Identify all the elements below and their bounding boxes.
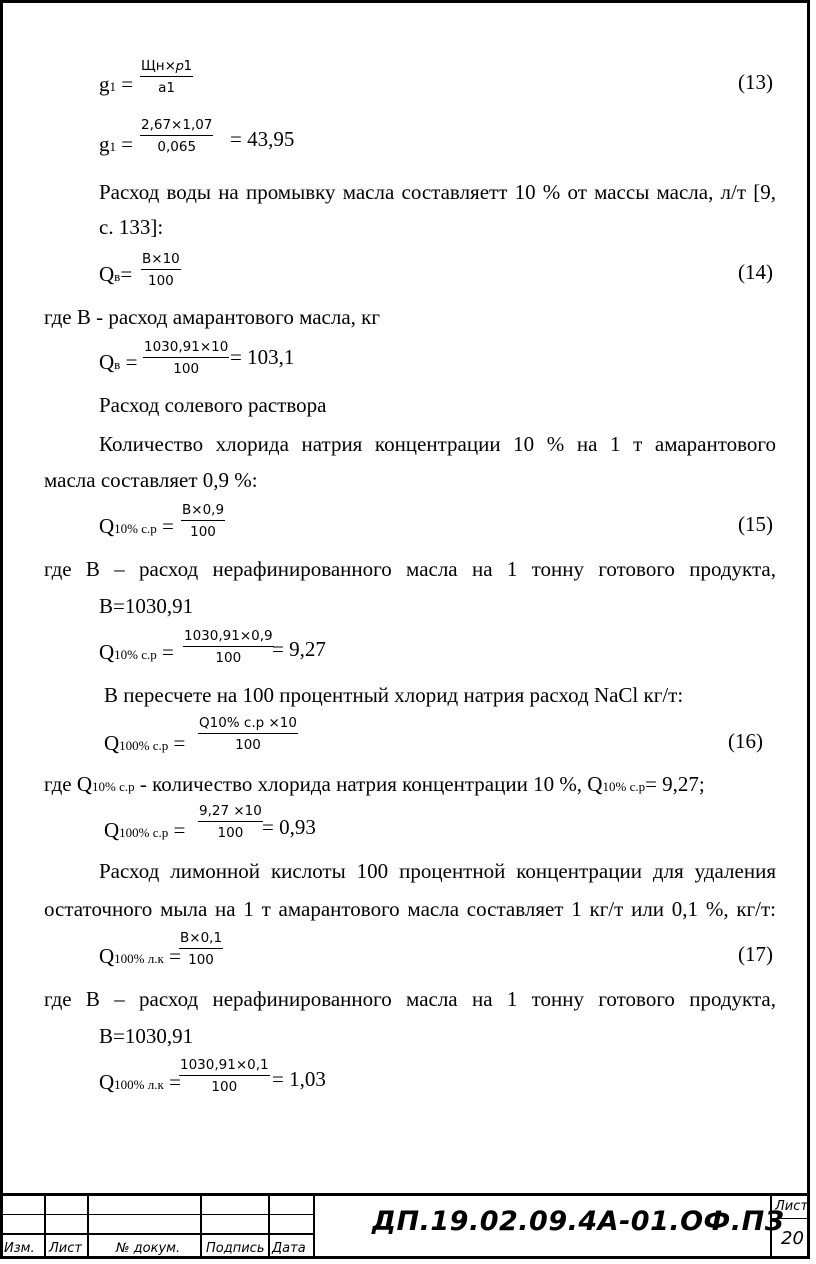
fraction-14-calc bbox=[143, 339, 229, 377]
var: Q bbox=[104, 731, 120, 755]
divider bbox=[44, 1196, 46, 1259]
subscript: 10% с.р bbox=[92, 779, 135, 794]
document-code: ДП.19.02.09.4А-01.ОФ.ПЗ bbox=[372, 1206, 785, 1237]
paragraph-salt: Количество хлорида натрия концентрации 10 % на 1 т амарантового bbox=[99, 432, 776, 456]
denominator: 100 bbox=[188, 952, 214, 968]
denominator: а1 bbox=[158, 80, 175, 96]
equals: = bbox=[121, 72, 134, 96]
formula-number-17: (17) bbox=[738, 942, 773, 966]
label-data: Дата bbox=[272, 1241, 306, 1256]
fraction-13 bbox=[140, 58, 193, 96]
label-izm: Изм. bbox=[4, 1241, 35, 1256]
divider bbox=[313, 1196, 315, 1259]
numerator: В×0,9 bbox=[181, 502, 225, 521]
var: Q bbox=[99, 1070, 115, 1094]
result: = 103,1 bbox=[230, 345, 295, 369]
denominator: 100 bbox=[190, 524, 216, 540]
divider bbox=[200, 1196, 202, 1259]
equals: = bbox=[163, 944, 181, 968]
formula-13-calc bbox=[99, 132, 133, 159]
formula-16-calc bbox=[104, 818, 185, 845]
divider bbox=[268, 1196, 270, 1259]
divider bbox=[0, 1233, 313, 1235]
fraction-15 bbox=[181, 502, 225, 540]
numerator: 1030,91×0,1 bbox=[179, 1057, 270, 1076]
result: = 0,93 bbox=[262, 815, 316, 839]
subscript: в bbox=[114, 357, 121, 372]
result: = 9,27 bbox=[272, 637, 326, 661]
var: Q bbox=[104, 818, 120, 842]
numerator: Щн×𝑝1 bbox=[140, 58, 193, 77]
denominator: 0,065 bbox=[157, 139, 197, 155]
label-sheet: Лист bbox=[775, 1199, 808, 1214]
denominator: 100 bbox=[147, 273, 174, 289]
numerator: Q10% с.р ×10 bbox=[198, 715, 298, 734]
formula-15 bbox=[99, 514, 174, 541]
label-ndoc: № докум. bbox=[116, 1241, 181, 1256]
denominator: 100 bbox=[217, 825, 244, 841]
denominator: 100 bbox=[235, 737, 261, 753]
paragraph-nacl: В пересчете на 100 процентный хлорид натрия расход NaCl кг/т: bbox=[104, 683, 684, 707]
subscript: 100% с.р bbox=[119, 738, 169, 753]
label-list: Лист bbox=[49, 1241, 82, 1256]
where-14: где В - расход амарантового масла, кг bbox=[44, 305, 380, 329]
formula-17-calc bbox=[99, 1070, 181, 1097]
equals: = bbox=[156, 514, 174, 538]
denominator: 100 bbox=[211, 1079, 238, 1095]
paragraph-water: Расход воды на промывку масла составляетт 10 % от массы масла, л/т [9, bbox=[99, 180, 776, 204]
label-podp: Подпись bbox=[206, 1241, 265, 1256]
formula-17 bbox=[99, 944, 181, 971]
denominator: 100 bbox=[215, 650, 242, 666]
subscript: 1 bbox=[109, 79, 116, 94]
fraction-13-calc bbox=[140, 117, 213, 155]
where-15: где В – расход нерафинированного масла на 1 тонну готового продукта, bbox=[44, 557, 776, 581]
paragraph-citric-cont: остаточного мыла на 1 т амарантового масла составляет 1 кг/т или 0,1 %, кг/т: bbox=[44, 897, 776, 921]
var: Q bbox=[99, 944, 115, 968]
subscript: 100% л.к bbox=[114, 1077, 164, 1092]
subscript: 100% с.р bbox=[119, 825, 169, 840]
var: Q bbox=[99, 262, 115, 286]
numerator: В×0,1 bbox=[179, 930, 223, 949]
where-17: где В – расход нерафинированного масла на 1 тонну готового продукта, bbox=[44, 987, 776, 1011]
equals: = bbox=[156, 640, 174, 664]
denominator: 100 bbox=[173, 361, 200, 377]
subscript: 10% с.р bbox=[114, 521, 157, 536]
text: = 9,27; bbox=[645, 772, 705, 796]
equals: = bbox=[163, 1070, 181, 1094]
fraction-17-calc bbox=[179, 1057, 270, 1095]
text: - количество хлорида натрия концентрации 10 %, Q bbox=[134, 772, 603, 796]
var: Q bbox=[99, 514, 115, 538]
formula-number-16: (16) bbox=[728, 729, 763, 753]
subscript: 10% с.р bbox=[114, 647, 157, 662]
subscript: 1 bbox=[109, 139, 116, 154]
fraction-15-calc bbox=[183, 628, 274, 666]
formula-14-calc bbox=[99, 350, 137, 377]
paragraph-citric: Расход лимонной кислоты 100 процентной концентрации для удаления bbox=[99, 859, 776, 883]
var: g bbox=[99, 72, 110, 96]
heading-salt: Расход солевого раствора bbox=[99, 393, 327, 417]
formula-number-14: (14) bbox=[738, 260, 773, 284]
equals: = bbox=[121, 132, 134, 156]
divider bbox=[87, 1196, 89, 1259]
numerator: 1030,91×10 bbox=[143, 339, 229, 358]
equals: = bbox=[168, 731, 186, 755]
equals: = bbox=[120, 262, 133, 286]
paragraph-salt-cont: масла составляет 0,9 %: bbox=[44, 468, 258, 492]
result: = 43,95 bbox=[230, 127, 295, 151]
paragraph-water-cont: с. 133]: bbox=[99, 215, 164, 239]
equals: = bbox=[168, 818, 186, 842]
subscript: 100% л.к bbox=[114, 951, 164, 966]
result: = 1,03 bbox=[272, 1067, 326, 1091]
formula-number-13: (13) bbox=[738, 70, 773, 94]
numerator: 9,27 ×10 bbox=[198, 803, 263, 822]
where-17-value: В=1030,91 bbox=[99, 1024, 194, 1048]
fraction-14 bbox=[141, 251, 181, 289]
var: g bbox=[99, 132, 110, 156]
text: где Q bbox=[44, 772, 92, 796]
formula-15-calc bbox=[99, 640, 174, 667]
numerator: В×10 bbox=[141, 251, 181, 270]
subscript: 10% с.р bbox=[602, 779, 646, 794]
equals: = bbox=[120, 350, 138, 374]
fraction-16-calc bbox=[198, 803, 263, 841]
numerator: 2,67×1,07 bbox=[140, 117, 213, 136]
divider bbox=[0, 1214, 313, 1215]
formula-number-15: (15) bbox=[738, 512, 773, 536]
where-15-value: В=1030,91 bbox=[99, 594, 194, 618]
numerator: 1030,91×0,9 bbox=[183, 628, 274, 647]
var: Q bbox=[99, 640, 115, 664]
var: Q bbox=[99, 350, 115, 374]
formula-16 bbox=[104, 731, 185, 758]
where-16 bbox=[44, 772, 705, 799]
formula-13 bbox=[99, 72, 133, 99]
subscript: в bbox=[114, 269, 121, 284]
formula-14 bbox=[99, 262, 132, 289]
fraction-16 bbox=[198, 715, 298, 753]
fraction-17 bbox=[179, 930, 223, 968]
sheet-number: 20 bbox=[781, 1228, 804, 1249]
